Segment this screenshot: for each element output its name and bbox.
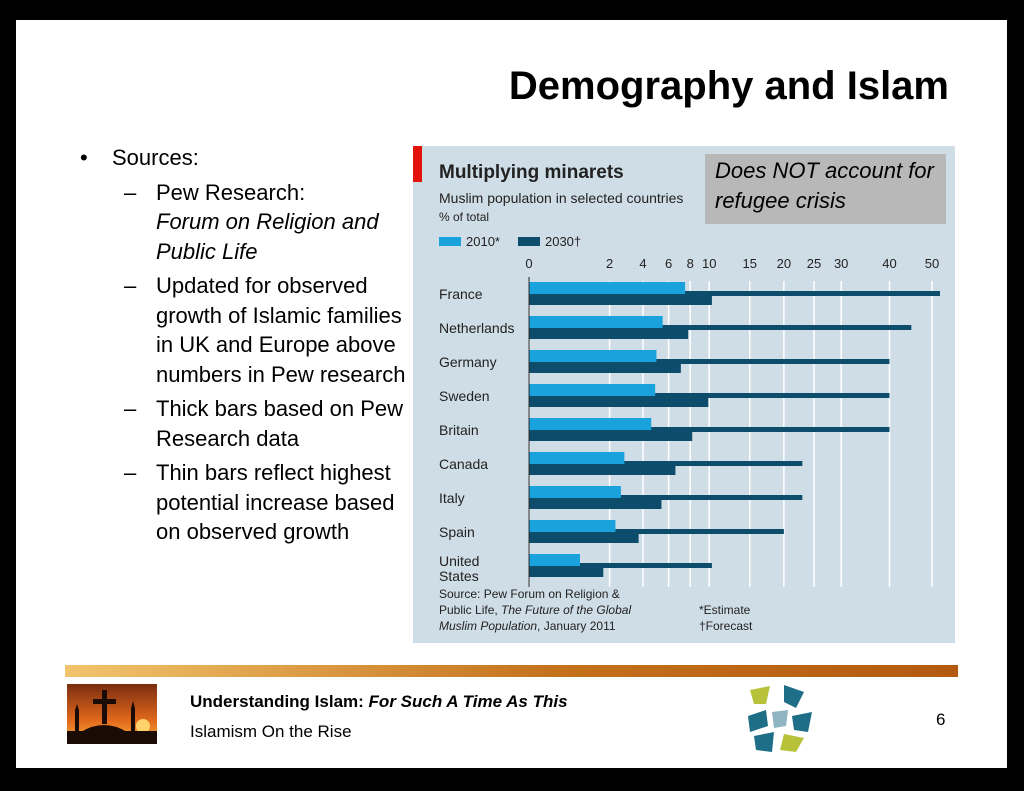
sub-bullet-updated: [72, 271, 412, 389]
category-label: Sweden: [439, 388, 490, 404]
source-italic: The Future of the Global: [501, 603, 632, 617]
cross-mosque-image: [67, 684, 157, 744]
tick-label: 4: [639, 256, 647, 271]
source-text: , January 2011: [537, 619, 616, 633]
chart-source: [439, 586, 631, 634]
slide: [16, 20, 1007, 768]
bar-2010: [529, 452, 624, 464]
bar-2030: [529, 566, 603, 577]
chart-unit: % of total: [439, 210, 490, 224]
bar-2010: [529, 316, 663, 328]
category-label: Netherlands: [439, 320, 515, 336]
bar-2030: [529, 328, 688, 339]
chart-title: Multiplying minarets: [439, 162, 624, 183]
tick-label: 25: [806, 256, 822, 271]
bar-2010: [529, 350, 656, 362]
source-line: Source: Pew Forum on Religion &: [439, 587, 620, 601]
refugee-note: Does NOT account for refugee crisis: [705, 154, 946, 224]
bar-2010: [529, 282, 685, 294]
chart-panel: [413, 146, 955, 643]
tick-label: 50: [924, 256, 940, 271]
bar-2030: [529, 430, 692, 441]
footer-course-title: [190, 692, 568, 712]
source-text: Public Life,: [439, 603, 502, 617]
bar-2010: [529, 486, 621, 498]
dash: –: [124, 179, 137, 205]
footer-course-bold: Understanding Islam:: [190, 692, 364, 711]
chart-footnotes: [699, 602, 752, 634]
bar-2030: [529, 532, 639, 543]
legend-label: 2010*: [466, 234, 500, 249]
footnote-forecast: †Forecast: [699, 619, 753, 633]
bar-2030: [529, 294, 712, 305]
sub-bullet-italic: Forum on Religion and Public Life: [156, 209, 379, 264]
bullet-list: [72, 143, 412, 547]
footer-course-italic: For Such A Time As This: [368, 692, 568, 711]
footer-subtitle: Islamism On the Rise: [190, 722, 352, 741]
source-italic: Muslim Population: [439, 619, 538, 633]
bar-2030: [529, 362, 681, 373]
source-line: [439, 602, 631, 618]
source-line: [439, 618, 631, 634]
category-label: Germany: [439, 354, 497, 370]
tick-label: 6: [664, 256, 673, 271]
bar-2030: [529, 498, 661, 509]
tick-label: 8: [686, 256, 694, 271]
bar-2010: [529, 384, 655, 396]
bar-2010: [529, 418, 651, 430]
legend-label: 2030†: [544, 234, 582, 249]
footnote-estimate: *Estimate: [699, 603, 751, 617]
bar-2030: [529, 396, 708, 407]
sub-bullet-thick: [72, 394, 412, 453]
sub-bullet-pew: [72, 178, 412, 267]
sub-bullet-text: Pew Research:: [156, 179, 306, 205]
tick-label: 10: [702, 256, 717, 271]
category-label: States: [439, 568, 479, 584]
bullet-dot: •: [80, 145, 88, 170]
tick-label: 30: [833, 256, 849, 271]
category-label: Britain: [439, 422, 479, 438]
category-label: Canada: [439, 456, 489, 472]
church-logo-icon: [744, 682, 816, 754]
sub-bullet-text: Thin bars reflect highest potential increase based on observed growth: [156, 460, 395, 544]
dash: –: [124, 460, 137, 485]
category-label: Italy: [439, 490, 465, 506]
sub-bullet-thin: [72, 458, 412, 547]
tick-label: 40: [882, 256, 897, 271]
sub-bullet-text: Updated for observed growth of Islamic families in UK and Europe above numbers in Pew research: [156, 273, 406, 387]
category-label: Spain: [439, 524, 475, 540]
sub-bullet-text: Thick bars based on Pew Research data: [156, 396, 404, 451]
tick-label: 20: [776, 256, 792, 271]
tick-label: 0: [525, 256, 533, 271]
bar-2010: [529, 520, 615, 532]
bullet-sources: [72, 143, 412, 173]
bullet-text: Sources:: [112, 145, 199, 170]
tick-label: 2: [605, 256, 614, 271]
category-label: United: [439, 553, 480, 569]
chart-subtitle: Muslim population in selected countries: [439, 190, 684, 206]
page-number: 6: [936, 710, 946, 729]
dash: –: [124, 273, 137, 298]
slide-title: Demography and Islam: [508, 64, 949, 108]
footer-divider: [65, 665, 958, 677]
dash: –: [124, 396, 137, 421]
bar-2030: [529, 464, 675, 475]
bar-2010: [529, 554, 580, 566]
category-label: France: [439, 286, 483, 302]
tick-label: 15: [742, 256, 757, 271]
